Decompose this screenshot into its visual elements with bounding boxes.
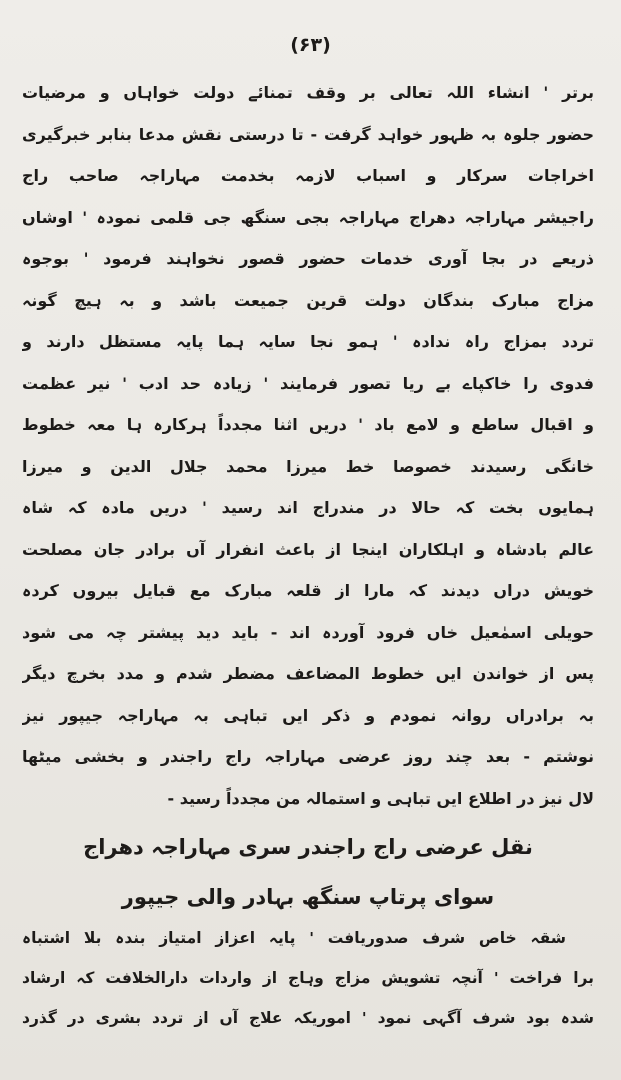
text-line: پس از خواندن ایں خطوط المضاعف مضطر شدم و مدد بخرچ دیگر (22, 664, 594, 683)
heading-line: نقل عرضی راج راجندر سری مہاراجہ دھراج (83, 835, 533, 859)
text-line: اخراجات سرکار و اسباب لازمہ بخدمت مہاراجہ صاحب راج (22, 166, 594, 185)
text-line: و اقبال ساطع و لامع باد ' دریں اثنا مجدداً ہرکارہ ہا معہ خطوط (22, 415, 594, 434)
text-line: نوشتم - بعد چند روز عرضی مہاراجہ راج راجندر و بخشی میٹھا (22, 747, 594, 766)
text-line: فدوی را خاکپاے بے ریا تصور فرمایند ' زیادہ حد ادب ' نیر عظمت (22, 373, 594, 393)
text-line: لال نیز در اطلاع ایں تباہی و استمالہ من مجدداً رسید - (167, 788, 594, 808)
text-line: شقہ خاص شرف صدوریافت ' پایہ اعزاز امتیاز بندہ بلا اشتباہ (22, 929, 566, 947)
text-line: خویش دراں دیدند کہ مارا از قلعہ مبارک مع قبایل بیروں کردہ (22, 581, 594, 600)
text-line: حویلی اسمٰعیل خاں فرود آوردہ اند - باید دید پیشتر چہ می شود (22, 622, 594, 642)
text-line: ہمایوں بخت کہ حالا در مندراج اند رسید ' دریں مادہ کہ شاہ (22, 498, 594, 517)
text-line: عالم بادشاہ و اہلکاران اینجا از باعث انفرار آں برادر جان مصلحت (22, 539, 594, 559)
text-line: تردد بمزاج راہ ندادہ ' ہمو نجا سایہ ہما پایہ مستظل دارند و (22, 332, 594, 351)
text-line: خانگی رسیدند خصوصا خط میرزا محمد جلال الدین و میرزا (22, 456, 594, 476)
text-line: شدہ بود شرف آگہی نمود ' اموریکہ علاج آں از تردد بشری در گذرد (22, 1009, 594, 1027)
body-text (22, 72, 594, 819)
text-line: راجیشر مہاراجہ دھراج مہاراجہ بجی سنگھ جی قلمی نمودہ ' اوشاں (22, 207, 594, 227)
text-line: ذریعے در بجا آوری خدمات حضور قصور نخواہند فرمود ' بوجوہ (22, 249, 594, 268)
page-number: (۶۳) (290, 34, 331, 56)
text-line: برا فراخت ' آنچہ تشویش مزاج وہاج از واردات دارالخلافت کہ ارشاد (22, 969, 594, 987)
heading-line: سوای پرتاپ سنگھ بہادر والی جیپور (121, 885, 495, 909)
text-line: مزاج مبارک بندگان دولت قرین جمیعت باشد و بہ ہیچ گونہ (22, 290, 594, 310)
text-line: برتر ' انشاء اللہ تعالی بر وقف تمنائے دولت خواہاں و مرضیات (22, 83, 594, 102)
text-line: بہ برادراں روانہ نمودم و ذکر ایں تباہی بہ مہاراجہ جیپور نیز (22, 705, 594, 725)
text-line: حضور جلوہ بہ ظہور خواہد گرفت - تا درستی نقش مدعا بنابر خبرگیری (22, 124, 594, 144)
section-heading (22, 822, 594, 922)
letter-text (22, 918, 594, 1038)
